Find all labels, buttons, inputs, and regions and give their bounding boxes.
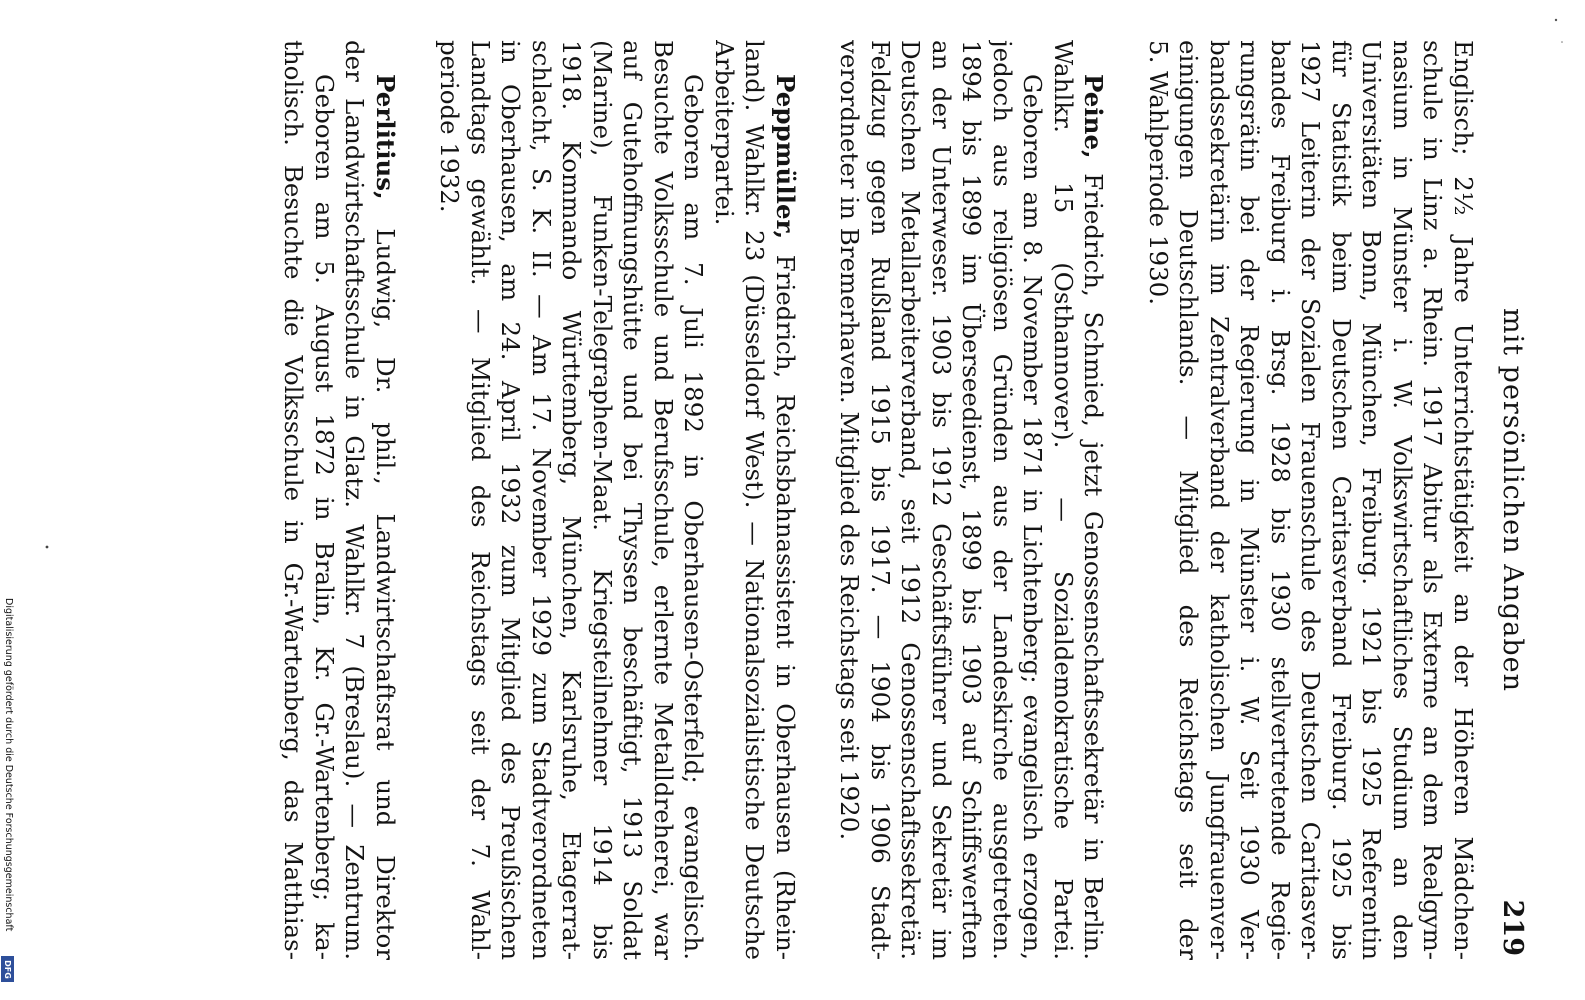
text-line: tholisch. Besuchte die Volksschule in Gr.-Wartenberg, das Matthias- [279,40,309,960]
scan-speck [46,546,49,549]
text-line: Landtags gewählt. — Mitglied des Reichstags seit der 7. Wahl- [466,40,495,960]
text-line: bandssekretärin im Zentralverband der katholischen Jungfrauenver- [1205,40,1234,960]
text-line: Universitäten Bonn, München, Freiburg. 1921 bis 1925 Referentin [1357,40,1387,960]
text-line: Feldzug gegen Rußland 1915 bis 1917. — 1904 bis 1906 Stadt- [866,40,895,960]
entry-continuation [1143,40,1479,960]
text-line: Englisch; 2½ Jahre Unterrichtstätigkeit an der Höheren Mädchen- [1449,40,1478,960]
entry-heading-rest: Friedrich, Reichsbahnassistent in Oberhausen (Rhein- [771,239,800,960]
text-line: Arbeiterpartei. [710,40,739,226]
entry-heading-line [770,40,801,960]
page-body [278,40,1478,960]
text-line: rungsrätin bei der Regierung in Münster i. W. Seit 1930 Ver- [1235,40,1265,960]
dfg-logo [1,956,14,982]
running-head-title: mit persönlichen Angaben [1497,308,1528,692]
entry-heading-line [1078,40,1109,960]
entry-peppmueller [434,40,800,960]
text-line: Wahlkr. 15 (Osthannover). — Sozialdemokratische Partei. [1049,40,1078,960]
text-line: schule in Linz a. Rhein. 1917 Abitur als Externe an dem Realgym- [1418,40,1448,960]
text-line: (Marine), Funken-Telegraphen-Maat. Kriegsteilnehmer 1914 bis [588,40,617,960]
text-line: der Landwirtschaftsschule in Glatz. Wahlkr. 7 (Breslau). — Zentrum. [340,40,370,960]
text-line: an der Unterweser. 1903 bis 1912 Geschäftsführer und Sekretär im [927,40,956,960]
text-line: bandes Freiburg i. Brsg. 1928 bis 1930 stellvertretende Regie- [1266,40,1295,960]
text-line: nasium in Münster i. W. Volkswirtschaftliches Studium an den [1388,40,1417,960]
text-line: land). Wahlkr. 23 (Düsseldorf West). — Nationalsozialistische Deutsche [740,40,770,960]
entry-heading-line [370,40,401,960]
text-line: Geboren am 5. August 1872 in Bralin, Kr. Gr.-Wartenberg; ka- [310,74,339,960]
text-line: jedoch aus religiösen Gründen aus der Landeskirche ausgetreten. [988,40,1017,960]
text-line: Deutschen Metallarbeiterverband, seit 1912 Genossenschaftssekretär. [896,40,926,960]
running-head [1490,40,1530,960]
text-line: in Oberhausen, am 24. April 1932 zum Mitglied des Preußischen [496,40,526,960]
text-line: auf Gutehoffnungshütte und bei Thyssen beschäftigt, 1913 Soldat [618,40,648,960]
scan-speck [1561,41,1563,43]
text-line: für Statistik beim Deutschen Caritasverband Freiburg. 1925 bis [1327,40,1356,960]
entry-heading-rest: Ludwig, Dr. phil., Landwirtschaftsrat und Direktor [371,199,400,960]
entry-heading-rest: Friedrich, Schmied, jetzt Genossenschaftssekretär in Berlin. [1079,158,1109,960]
text-line: Besuchte Volksschule und Berufsschule, erlernte Metalldreherei, war [649,40,678,960]
text-line: schlacht, S. K. II. — Am 17. November 1929 zum Stadtverordneten [527,40,556,960]
text-line: 1894 bis 1899 im Überseedienst, 1899 bis 1903 auf Schiffswerften [957,40,987,960]
text-line: Geboren am 8. November 1871 in Lichtenberg; evangelisch erzogen, [1018,74,1048,960]
entry-perlitius [278,40,400,960]
text-line: einigungen Deutschlands. — Mitglied des Reichstags seit der [1174,40,1204,960]
entry-name: Peine, [1079,74,1109,159]
text-line: Geboren am 7. Juli 1892 in Oberhausen-Osterfeld; evangelisch. [679,74,709,960]
entry-name: Peppmüller, [771,74,800,240]
digitization-credit [1,598,15,998]
entry-peine [834,40,1109,960]
text-line: verordneter in Bremerhaven. Mitglied des Reichstags seit 1920. [835,40,865,841]
rotated-book-page [70,40,1530,970]
page-number: 219 [1497,899,1528,956]
entry-name: Perlitius, [371,74,400,200]
text-line: 5. Wahlperiode 1930. [1144,40,1173,306]
scan-speck [1555,19,1557,21]
dfg-logo-text: DFG [3,959,13,979]
text-line: 1927 Leiterin der Sozialen Frauenschule des Deutschen Caritasver- [1296,40,1326,960]
text-line: periode 1932. [435,40,465,213]
text-line: 1918. Kommando Württemberg, München, Karlsruhe, Etagerrat- [557,40,587,960]
credit-text: Digitalisierung gefördert durch die Deutsche Forschungsgemeinschaft [3,598,14,932]
